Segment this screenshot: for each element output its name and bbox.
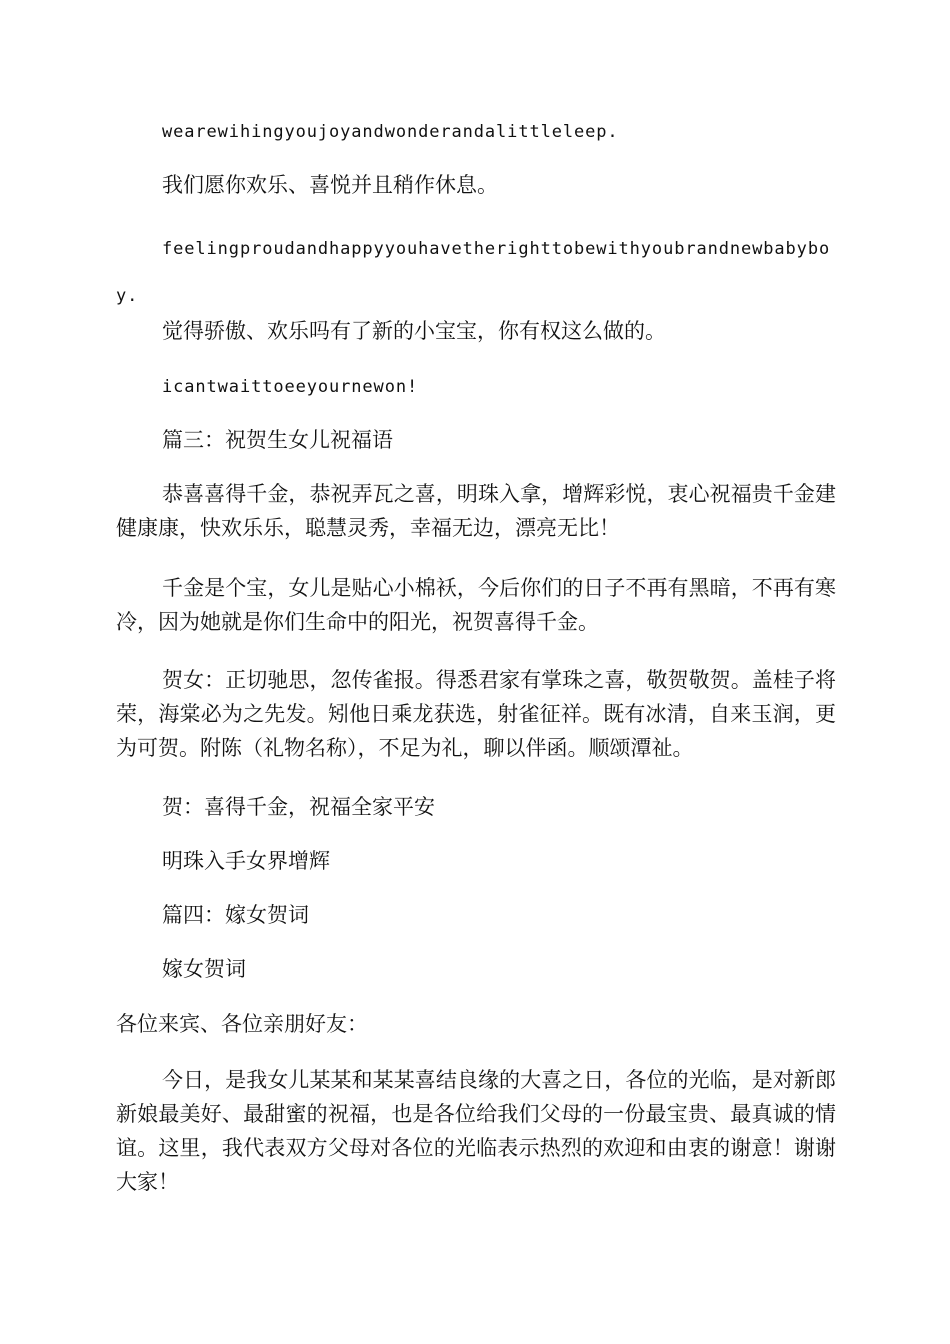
paragraph-daughter-treasure: 千金是个宝，女儿是贴心小棉袄，今后你们的日子不再有黑暗，不再有寒冷，因为她就是你们生命中的阳光，祝贺喜得千金。 [116,576,836,634]
paragraph-he-blessing: 贺：喜得千金，祝福全家平安 [162,795,435,819]
paragraph-wedding-speech: 今日，是我女儿某某和某某喜结良缘的大喜之日，各位的光临，是对新郎新娘最美好、最甜蜜的祝福，也是各位给我们父母的一份最宝贵、最真诚的情谊。这里，我代表双方父母对各位的光临表示热烈的欢迎和由衷的谢意！谢谢大家！ [116,1068,836,1194]
paragraph-greeting: 各位来宾、各位亲朋好友： [116,1012,368,1036]
paragraph-english-cant-wait: icantwaittoeeyournewon! [162,377,419,397]
paragraph-chinese-proud: 觉得骄傲、欢乐吗有了新的小宝宝，你有权这么做的。 [162,319,666,343]
paragraph-congrats-daughter: 恭喜喜得千金，恭祝弄瓦之喜，明珠入拿，增辉彩悦，衷心祝福贵千金建健康康，快欢乐乐，聪慧灵秀，幸福无边，漂亮无比！ [116,482,836,540]
paragraph-he-nv-letter: 贺女：正切驰思，忽传雀报。得悉君家有掌珠之喜，敬贺敬贺。盖桂子将荣，海棠必为之先发。矧他日乘龙获选，射雀征祥。既有冰清，自来玉润，更为可贺。附陈（礼物名称），不足为礼，聊以伴函。顺颂潭祉。 [116,668,836,760]
section-heading-three: 篇三：祝贺生女儿祝福语 [162,428,393,452]
paragraph-chinese-wish: 我们愿你欢乐、喜悦并且稍作休息。 [162,173,498,197]
section-heading-four: 篇四：嫁女贺词 [162,903,309,927]
paragraph-pearl-couplet: 明珠入手女界增辉 [162,849,330,873]
paragraph-english-wish: wearewihingyoujoyandwonderandalittleleep. [162,122,619,142]
paragraph-english-proud: feelingproudandhappyyouhavetherighttobewithyoubrandnewbabyboy. [116,239,831,306]
subheading-wedding-speech: 嫁女贺词 [162,957,246,981]
